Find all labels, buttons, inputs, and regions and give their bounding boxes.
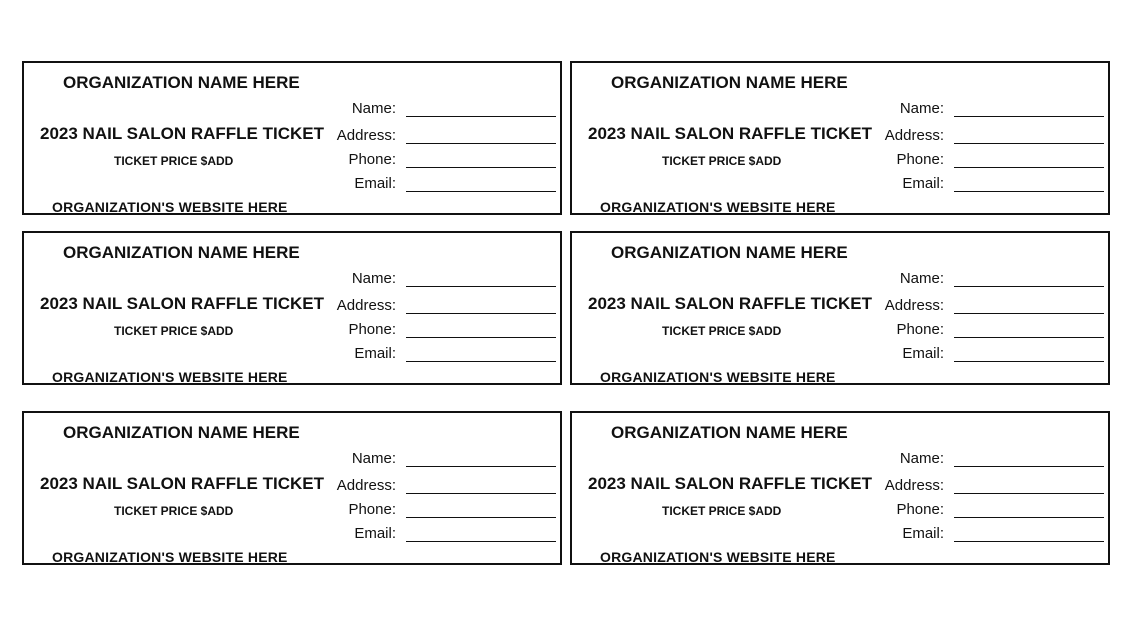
ticket-title: 2023 NAIL SALON RAFFLE TICKET — [588, 294, 872, 313]
organization-name: ORGANIZATION NAME HERE — [611, 73, 848, 92]
email-field[interactable] — [872, 345, 1106, 365]
email-field[interactable] — [324, 175, 558, 195]
phone-line[interactable] — [954, 517, 1104, 518]
ticket-title: 2023 NAIL SALON RAFFLE TICKET — [588, 474, 872, 493]
raffle-ticket — [570, 411, 1110, 565]
ticket-title: 2023 NAIL SALON RAFFLE TICKET — [588, 124, 872, 143]
phone-line[interactable] — [954, 337, 1104, 338]
address-field[interactable] — [872, 477, 1106, 497]
ticket-price: TICKET PRICE $ADD — [114, 504, 234, 518]
ticket-price: TICKET PRICE $ADD — [114, 324, 234, 338]
name-line[interactable] — [406, 466, 556, 467]
organization-website: ORGANIZATION'S WEBSITE HERE — [600, 549, 836, 565]
name-label: Name: — [899, 270, 944, 287]
ticket-price: TICKET PRICE $ADD — [662, 324, 782, 338]
ticket-price: TICKET PRICE $ADD — [662, 504, 782, 518]
email-label: Email: — [902, 525, 944, 542]
organization-name: ORGANIZATION NAME HERE — [63, 423, 300, 442]
name-label: Name: — [351, 270, 396, 287]
phone-line[interactable] — [406, 167, 556, 168]
organization-website: ORGANIZATION'S WEBSITE HERE — [600, 369, 836, 385]
email-label: Email: — [902, 345, 944, 362]
email-line[interactable] — [406, 361, 556, 362]
name-line[interactable] — [954, 466, 1104, 467]
address-field[interactable] — [324, 297, 558, 317]
raffle-ticket — [570, 61, 1110, 215]
address-label: Address: — [336, 297, 396, 314]
ticket-price: TICKET PRICE $ADD — [662, 154, 782, 168]
email-line[interactable] — [406, 541, 556, 542]
address-field[interactable] — [872, 297, 1106, 317]
raffle-ticket — [570, 231, 1110, 385]
ticket-title: 2023 NAIL SALON RAFFLE TICKET — [40, 294, 324, 313]
organization-name: ORGANIZATION NAME HERE — [611, 423, 848, 442]
name-field[interactable] — [324, 100, 558, 120]
address-label: Address: — [336, 477, 396, 494]
name-label: Name: — [351, 450, 396, 467]
address-field[interactable] — [324, 127, 558, 147]
email-field[interactable] — [872, 525, 1106, 545]
phone-label: Phone: — [348, 151, 396, 168]
name-label: Name: — [899, 450, 944, 467]
name-field[interactable] — [324, 270, 558, 290]
name-line[interactable] — [406, 116, 556, 117]
phone-label: Phone: — [348, 501, 396, 518]
phone-line[interactable] — [406, 517, 556, 518]
phone-line[interactable] — [406, 337, 556, 338]
phone-label: Phone: — [896, 151, 944, 168]
email-line[interactable] — [954, 361, 1104, 362]
name-field[interactable] — [324, 450, 558, 470]
email-label: Email: — [354, 175, 396, 192]
name-field[interactable] — [872, 100, 1106, 120]
email-field[interactable] — [872, 175, 1106, 195]
address-line[interactable] — [954, 143, 1104, 144]
raffle-ticket — [22, 231, 562, 385]
email-line[interactable] — [954, 191, 1104, 192]
phone-field[interactable] — [324, 321, 558, 341]
name-field[interactable] — [872, 270, 1106, 290]
phone-field[interactable] — [324, 151, 558, 171]
address-field[interactable] — [872, 127, 1106, 147]
phone-label: Phone: — [348, 321, 396, 338]
phone-field[interactable] — [872, 321, 1106, 341]
ticket-price: TICKET PRICE $ADD — [114, 154, 234, 168]
raffle-ticket — [22, 411, 562, 565]
address-label: Address: — [884, 297, 944, 314]
organization-name: ORGANIZATION NAME HERE — [63, 73, 300, 92]
raffle-ticket — [22, 61, 562, 215]
email-line[interactable] — [406, 191, 556, 192]
address-label: Address: — [884, 477, 944, 494]
organization-website: ORGANIZATION'S WEBSITE HERE — [600, 199, 836, 215]
organization-name: ORGANIZATION NAME HERE — [611, 243, 848, 262]
address-line[interactable] — [406, 313, 556, 314]
name-field[interactable] — [872, 450, 1106, 470]
email-line[interactable] — [954, 541, 1104, 542]
phone-field[interactable] — [324, 501, 558, 521]
address-label: Address: — [884, 127, 944, 144]
ticket-title: 2023 NAIL SALON RAFFLE TICKET — [40, 124, 324, 143]
name-line[interactable] — [954, 286, 1104, 287]
organization-website: ORGANIZATION'S WEBSITE HERE — [52, 369, 288, 385]
name-line[interactable] — [406, 286, 556, 287]
address-line[interactable] — [954, 493, 1104, 494]
email-label: Email: — [354, 525, 396, 542]
address-label: Address: — [336, 127, 396, 144]
address-line[interactable] — [954, 313, 1104, 314]
address-line[interactable] — [406, 493, 556, 494]
email-field[interactable] — [324, 345, 558, 365]
phone-field[interactable] — [872, 151, 1106, 171]
organization-name: ORGANIZATION NAME HERE — [63, 243, 300, 262]
email-label: Email: — [902, 175, 944, 192]
phone-line[interactable] — [954, 167, 1104, 168]
email-field[interactable] — [324, 525, 558, 545]
address-line[interactable] — [406, 143, 556, 144]
phone-label: Phone: — [896, 501, 944, 518]
organization-website: ORGANIZATION'S WEBSITE HERE — [52, 549, 288, 565]
email-label: Email: — [354, 345, 396, 362]
organization-website: ORGANIZATION'S WEBSITE HERE — [52, 199, 288, 215]
name-label: Name: — [351, 100, 396, 117]
name-label: Name: — [899, 100, 944, 117]
name-line[interactable] — [954, 116, 1104, 117]
ticket-title: 2023 NAIL SALON RAFFLE TICKET — [40, 474, 324, 493]
phone-field[interactable] — [872, 501, 1106, 521]
phone-label: Phone: — [896, 321, 944, 338]
address-field[interactable] — [324, 477, 558, 497]
